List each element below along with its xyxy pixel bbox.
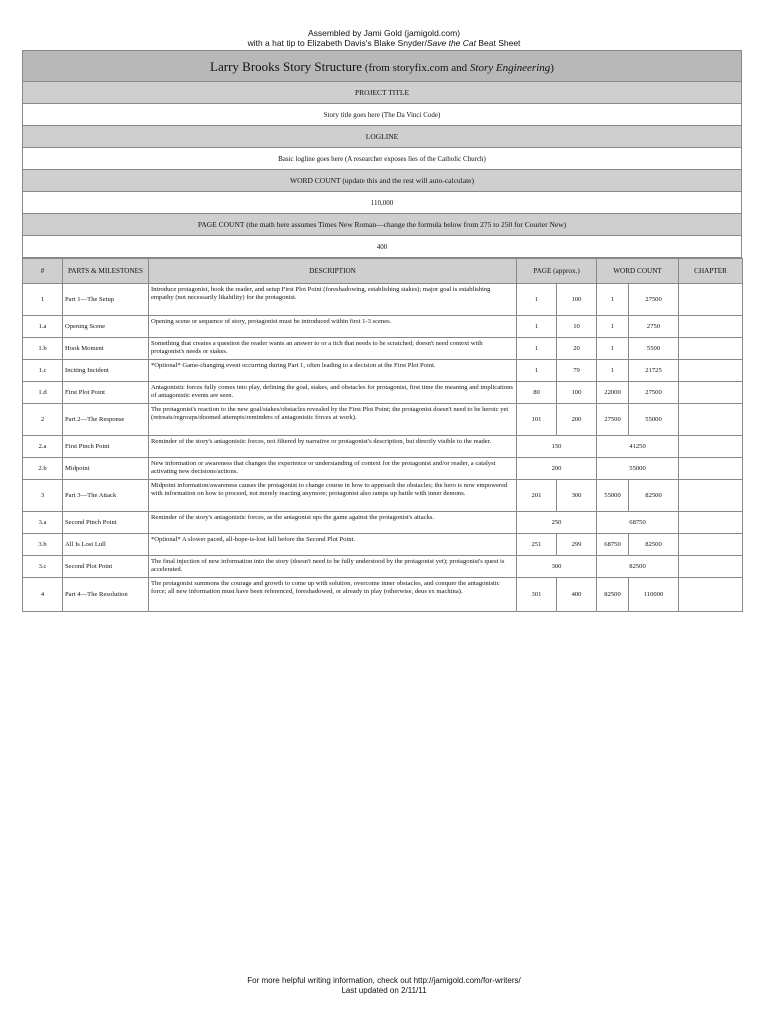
row-word-start: 68750 (597, 534, 629, 556)
word-count-label: WORD COUNT (update this and the rest will auto-calculate) (22, 170, 742, 192)
row-word-end: 110000 (629, 578, 679, 612)
table-row (23, 436, 743, 458)
row-page-end: 10 (557, 316, 597, 338)
row-chapter[interactable] (679, 436, 743, 458)
row-page-end: 200 (557, 404, 597, 436)
row-description: Antagonistic forces fully comes into play, defining the goal, stakes, and obstacles for protagonist, first time the meaning and implications of antagonistic events are seen. (149, 382, 517, 404)
row-chapter[interactable] (679, 382, 743, 404)
row-chapter[interactable] (679, 360, 743, 382)
row-word-count: 82500 (597, 556, 679, 578)
row-number: 2.a (23, 436, 63, 458)
col-chapter: CHAPTER (679, 259, 743, 284)
row-number: 1.a (23, 316, 63, 338)
row-page: 150 (517, 436, 597, 458)
row-page-start: 251 (517, 534, 557, 556)
table-row (23, 404, 743, 436)
row-chapter[interactable] (679, 284, 743, 316)
hat-tip: with a hat tip to Elizabeth Davis's Blake Snyder/Save the Cat Beat Sheet (247, 38, 521, 48)
table-row (23, 578, 743, 612)
row-description: Midpoint information/awareness causes the protagonist to change course in how to approach the obstacles; the hero is now empowered with information on how to proceed, not merely reacting anymore; protagonist also ramps up battle with inner demons. (149, 480, 517, 512)
row-description: Introduce protagonist, hook the reader, and setup First Plot Point (foreshadowing, establishing stakes); major goal is establishing empathy (not necessarily likability) for the protagonist. (149, 284, 517, 316)
row-milestone: Part 2—The Response (63, 404, 149, 436)
row-number: 3 (23, 480, 63, 512)
row-number: 2.b (23, 458, 63, 480)
footer-link-text[interactable]: For more helpful writing information, check out http://jamigold.com/for-writers/ (247, 976, 521, 985)
row-page-end: 20 (557, 338, 597, 360)
col-num: # (23, 259, 63, 284)
row-page-start: 201 (517, 480, 557, 512)
row-page-end: 100 (557, 284, 597, 316)
row-number: 2 (23, 404, 63, 436)
row-number: 1.b (23, 338, 63, 360)
row-page-end: 100 (557, 382, 597, 404)
row-milestone: Part 4—The Resolution (63, 578, 149, 612)
row-word-start: 22000 (597, 382, 629, 404)
row-number: 4 (23, 578, 63, 612)
row-word-end: 2750 (629, 316, 679, 338)
footer (0, 976, 768, 996)
table-row (23, 534, 743, 556)
row-page: 300 (517, 556, 597, 578)
row-chapter[interactable] (679, 458, 743, 480)
table-row (23, 458, 743, 480)
col-parts: PARTS & MILESTONES (63, 259, 149, 284)
row-word-start: 55000 (597, 480, 629, 512)
row-page: 250 (517, 512, 597, 534)
row-page: 200 (517, 458, 597, 480)
row-word-end: 55000 (629, 404, 679, 436)
row-page-end: 79 (557, 360, 597, 382)
row-chapter[interactable] (679, 556, 743, 578)
row-page-end: 300 (557, 480, 597, 512)
row-page-start: 1 (517, 360, 557, 382)
table-row (23, 284, 743, 316)
row-description: Opening scene or sequence of story, protagonist must be introduced within first 1-3 scenes. (149, 316, 517, 338)
row-chapter[interactable] (679, 316, 743, 338)
row-milestone: Opening Scene (63, 316, 149, 338)
col-word-count: WORD COUNT (597, 259, 679, 284)
col-description: DESCRIPTION (149, 259, 517, 284)
row-number: 3.b (23, 534, 63, 556)
row-page-end: 400 (557, 578, 597, 612)
row-milestone: Part 3—The Attack (63, 480, 149, 512)
row-description: *Optional* Game-changing event occurring during Part 1, often leading to a decision at the First Plot Point. (149, 360, 517, 382)
row-milestone: Part 1—The Setup (63, 284, 149, 316)
row-word-end: 27500 (629, 382, 679, 404)
row-chapter[interactable] (679, 578, 743, 612)
row-page-start: 301 (517, 578, 557, 612)
row-number: 1.c (23, 360, 63, 382)
row-milestone: Midpoint (63, 458, 149, 480)
row-milestone: Second Plot Point (63, 556, 149, 578)
row-page-start: 1 (517, 284, 557, 316)
row-milestone: Second Pinch Point (63, 512, 149, 534)
row-milestone: First Pinch Point (63, 436, 149, 458)
table-row (23, 316, 743, 338)
row-milestone: First Plot Point (63, 382, 149, 404)
word-count-value[interactable]: 110,000 (22, 192, 742, 214)
row-description: The final injection of new information into the story (doesn't need to be fully understood by the protagonist yet); protagonist's quest is accelerated. (149, 556, 517, 578)
logline-label: LOGLINE (22, 126, 742, 148)
row-word-count: 41250 (597, 436, 679, 458)
table-row (23, 360, 743, 382)
project-title-value[interactable]: Story title goes here (The Da Vinci Code) (22, 104, 742, 126)
row-page-start: 101 (517, 404, 557, 436)
assembled-by: Assembled by Jami Gold (jamigold.com) (307, 28, 461, 38)
story-structure-sheet (22, 50, 742, 612)
row-description: Something that creates a question the reader wants an answer to or a itch that needs to be scratched; doesn't need context with protagonist's needs or stakes. (149, 338, 517, 360)
row-milestone: Inciting Incident (63, 360, 149, 382)
row-description: The protagonist summons the courage and growth to come up with solution, overcome inner obstacles, and conquer the antagonistic force; all new information must have been referenced, foreshadowed, or already in play (otherwise, deus ex machina). (149, 578, 517, 612)
row-milestone: Hook Moment (63, 338, 149, 360)
row-number: 1.d (23, 382, 63, 404)
row-word-start: 1 (597, 360, 629, 382)
row-word-start: 82500 (597, 578, 629, 612)
table-row (23, 338, 743, 360)
row-chapter[interactable] (679, 534, 743, 556)
row-description: New information or awareness that changes the experience or understanding of context for the protagonist and/or reader, a catalyst activating new decisions/actions. (149, 458, 517, 480)
row-chapter[interactable] (679, 512, 743, 534)
row-number: 3.c (23, 556, 63, 578)
row-number: 3.a (23, 512, 63, 534)
row-word-count: 55000 (597, 458, 679, 480)
row-number: 1 (23, 284, 63, 316)
row-word-start: 1 (597, 284, 629, 316)
header (0, 28, 768, 48)
row-milestone: All Is Lost Lull (63, 534, 149, 556)
project-title-label: PROJECT TITLE (22, 82, 742, 104)
col-page: PAGE (approx.) (517, 259, 597, 284)
row-page-start: 1 (517, 338, 557, 360)
row-page-start: 80 (517, 382, 557, 404)
logline-value[interactable]: Basic logline goes here (A researcher exposes lies of the Catholic Church) (22, 148, 742, 170)
table-header-row (23, 259, 743, 284)
row-word-end: 82500 (629, 480, 679, 512)
table-row (23, 480, 743, 512)
table-row (23, 512, 743, 534)
row-word-start: 1 (597, 338, 629, 360)
page-count-value[interactable]: 400 (22, 236, 742, 258)
row-word-start: 1 (597, 316, 629, 338)
row-word-end: 82500 (629, 534, 679, 556)
last-updated: Last updated on 2/11/11 (341, 986, 427, 995)
row-word-count: 68750 (597, 512, 679, 534)
table-row (23, 382, 743, 404)
row-page-end: 299 (557, 534, 597, 556)
row-word-start: 27500 (597, 404, 629, 436)
row-description: Reminder of the story's antagonistic forces, as the antagonist ups the game against the protagonist's attacks. (149, 512, 517, 534)
row-word-end: 27500 (629, 284, 679, 316)
row-description: Reminder of the story's antagonistic forces, not filtered by narrative or protagonist's description, but directly visible to the reader. (149, 436, 517, 458)
row-description: The protagonist's reaction to the new goal/stakes/obstacles revealed by the First Plot Point; the protagonist doesn't need to be heroic yet (retreats/regroups/doomed attempts/reminders of antagonistic forces at work). (149, 404, 517, 436)
row-word-end: 5500 (629, 338, 679, 360)
row-chapter[interactable] (679, 338, 743, 360)
page-count-label: PAGE COUNT (the math here assumes Times New Roman—change the formula below from 275 to 250 for Courier New) (22, 214, 742, 236)
row-chapter[interactable] (679, 480, 743, 512)
row-chapter[interactable] (679, 404, 743, 436)
row-description: *Optional* A slower paced, all-hope-is-lost lull before the Second Plot Point. (149, 534, 517, 556)
sheet-title: Larry Brooks Story Structure (from storyfix.com and Story Engineering) (22, 50, 742, 82)
row-word-end: 21725 (629, 360, 679, 382)
table-row (23, 556, 743, 578)
milestones-table (22, 258, 743, 612)
row-page-start: 1 (517, 316, 557, 338)
